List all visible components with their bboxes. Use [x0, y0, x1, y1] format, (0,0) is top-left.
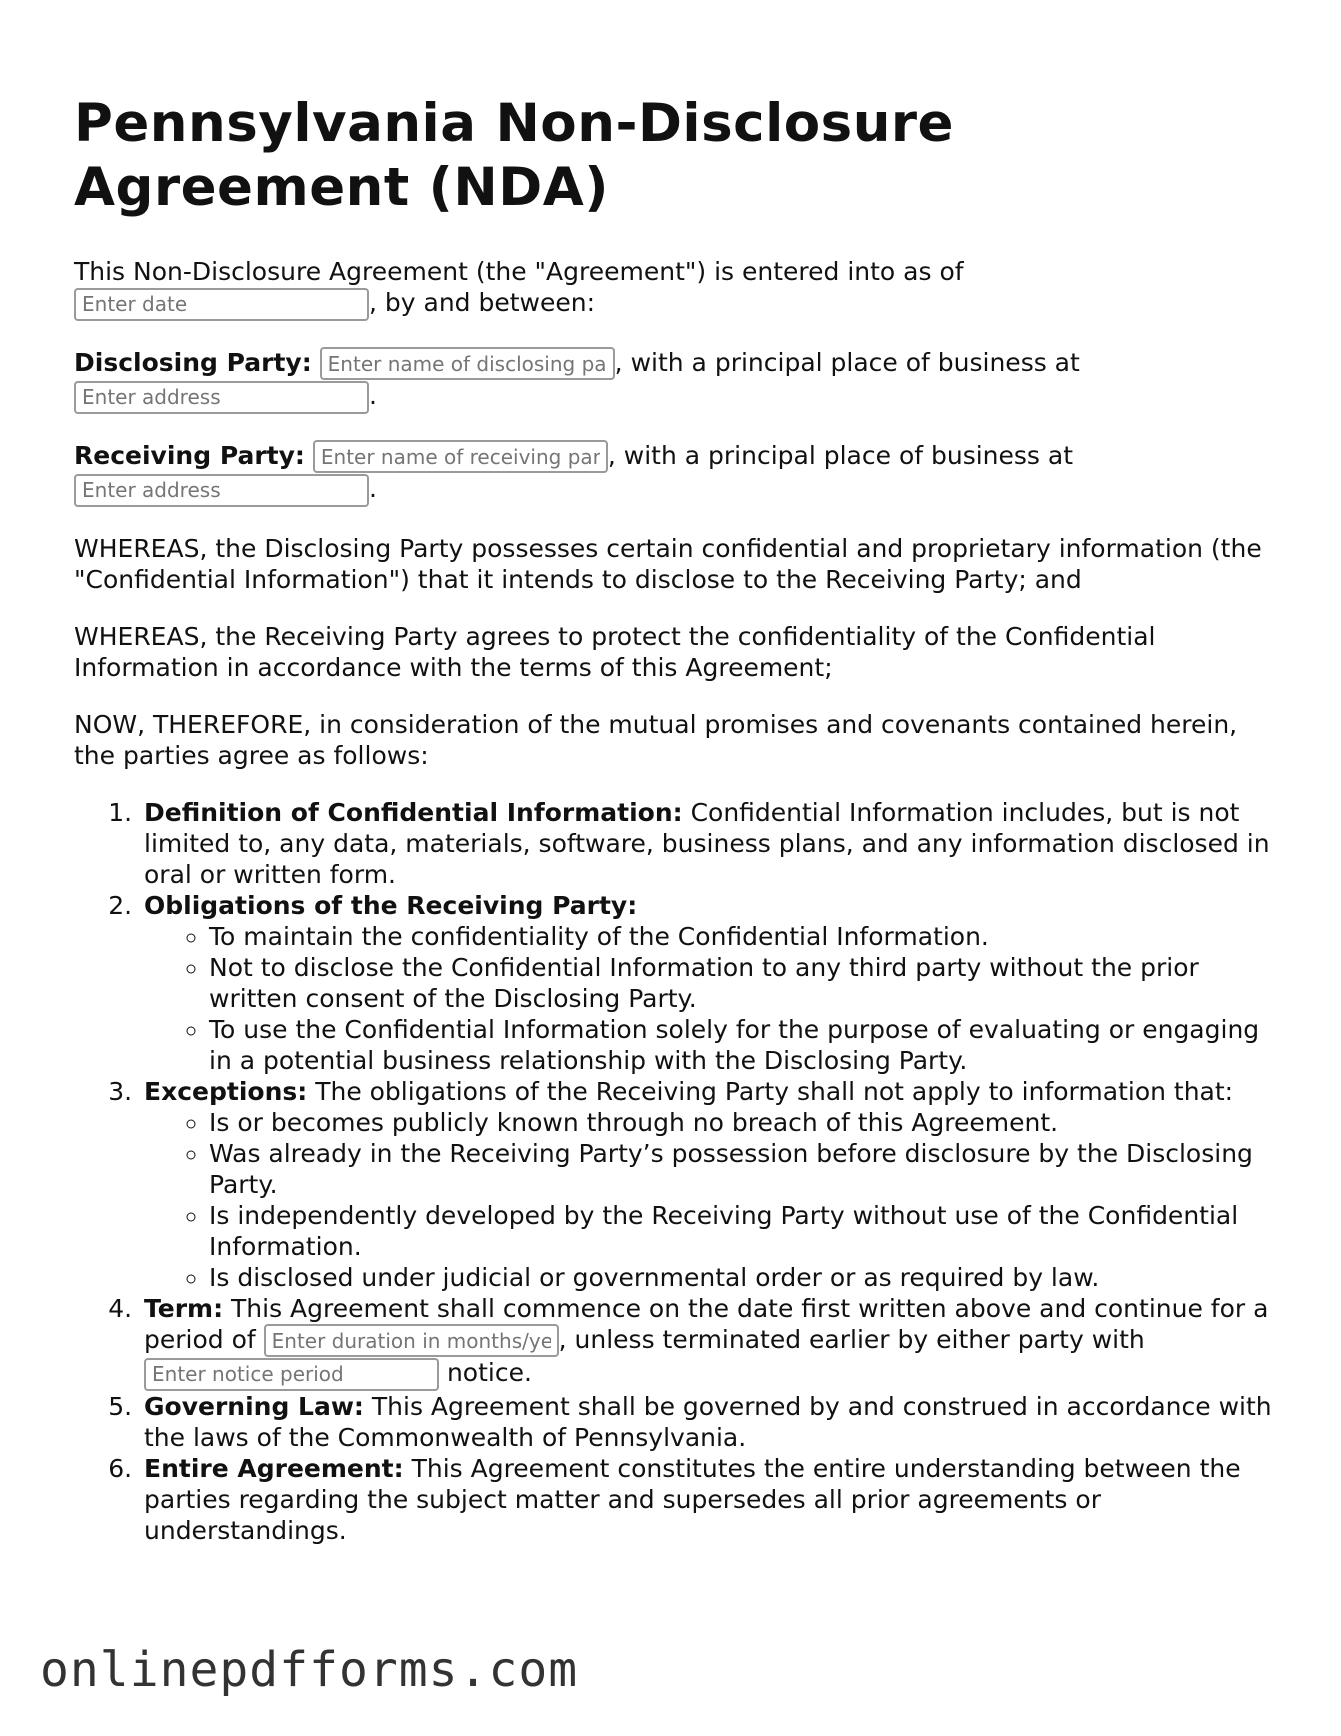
exceptions-list [144, 1107, 1274, 1293]
term-entire-agreement-text: This Agreement constitutes the entire understanding between the parties regarding the subject matter and supersedes all prior agreements or understandings. [144, 1453, 1241, 1545]
page-title: Pennsylvania Non-Disclosure Agreement (NDA) [74, 93, 955, 218]
disclosing-party-period: . [369, 381, 377, 410]
term-obligations [140, 890, 1274, 1076]
disclosing-party-label: Disclosing Party: [74, 347, 312, 377]
term-definition-label: Definition of Confidential Information: [144, 797, 683, 827]
term-duration-text-end: notice. [439, 1358, 532, 1387]
term-duration-text: This Agreement shall commence on the date first written above and continue for a period of [144, 1293, 1269, 1354]
list-item: ◦ Is or becomes publicly known through no breach of this Agreement. [209, 1107, 1274, 1138]
receiving-party-address-input[interactable] [74, 474, 369, 507]
disclosing-party-text: , with a principal place of business at [614, 347, 1080, 377]
term-entire-agreement [140, 1453, 1274, 1546]
term-entire-agreement-label: Entire Agreement: [144, 1453, 404, 1483]
term-definition-text: Confidential Information includes, but is not limited to, any data, materials, software, business plans, and any information disclosed in oral or written form. [144, 797, 1270, 889]
notice-period-input[interactable] [144, 1358, 439, 1391]
date-input[interactable] [74, 288, 369, 321]
term-exceptions-text: The obligations of the Receiving Party shall not apply to information that: [307, 1076, 1234, 1106]
receiving-party-name-input[interactable] [313, 440, 608, 473]
list-item: ◦ Is disclosed under judicial or governmental order or as required by law. [209, 1262, 1274, 1293]
term-definition [140, 797, 1274, 890]
obligations-list [144, 921, 1274, 1076]
list-item: ◦ To use the Confidential Information solely for the purpose of evaluating or engaging in a potential business relationship with the Disclosing Party. [209, 1014, 1274, 1076]
term-duration-label: Term: [144, 1293, 224, 1323]
document-page [74, 92, 1274, 1546]
term-governing-law [140, 1391, 1274, 1453]
receiving-party-text: , with a principal place of business at [607, 440, 1074, 470]
receiving-party-label: Receiving Party: [74, 440, 305, 470]
duration-input[interactable] [264, 1324, 559, 1357]
list-item: ◦ Is independently developed by the Receiving Party without use of the Confidential Information. [209, 1200, 1274, 1262]
whereas-paragraph-1: WHEREAS, the Disclosing Party possesses certain confidential and proprietary information (the "Confidential Information") that it intends to disclose to the Receiving Party; and [74, 533, 1262, 594]
list-item: ◦ Not to disclose the Confidential Information to any third party without the prior written consent of the Disclosing Party. [209, 952, 1274, 1014]
term-duration [140, 1293, 1274, 1391]
term-governing-law-label: Governing Law: [144, 1391, 364, 1421]
intro-text: This Non-Disclosure Agreement (the "Agreement") is entered into as of [74, 257, 964, 286]
disclosing-party-paragraph [74, 347, 1274, 414]
watermark-logo: onlinepdfforms.com [40, 1642, 579, 1698]
term-exceptions-label: Exceptions: [144, 1076, 308, 1106]
intro-text-after: , by and between: [369, 288, 596, 317]
now-therefore-paragraph: NOW, THEREFORE, in consideration of the mutual promises and covenants contained herein, the parties agree as follows: [74, 709, 1238, 770]
receiving-party-period: . [369, 474, 377, 503]
term-obligations-label: Obligations of the Receiving Party: [144, 890, 638, 920]
term-governing-law-text: This Agreement shall be governed by and construed in accordance with the laws of the Commonwealth of Pennsylvania. [144, 1391, 1272, 1452]
receiving-party-paragraph [74, 440, 1274, 507]
list-item: ◦ Was already in the Receiving Party’s possession before disclosure by the Disclosing Party. [209, 1138, 1274, 1200]
terms-list [74, 797, 1274, 1546]
term-duration-text-mid: , unless terminated earlier by either party with [558, 1324, 1145, 1354]
term-exceptions [140, 1076, 1274, 1293]
list-item: ◦ To maintain the confidentiality of the Confidential Information. [209, 921, 1274, 952]
disclosing-party-name-input[interactable] [320, 347, 615, 380]
disclosing-party-address-input[interactable] [74, 381, 369, 414]
intro-paragraph [74, 256, 1274, 321]
whereas-paragraph-2: WHEREAS, the Receiving Party agrees to protect the confidentiality of the Confidential Information in accordance with the terms of this Agreement; [74, 621, 1156, 682]
